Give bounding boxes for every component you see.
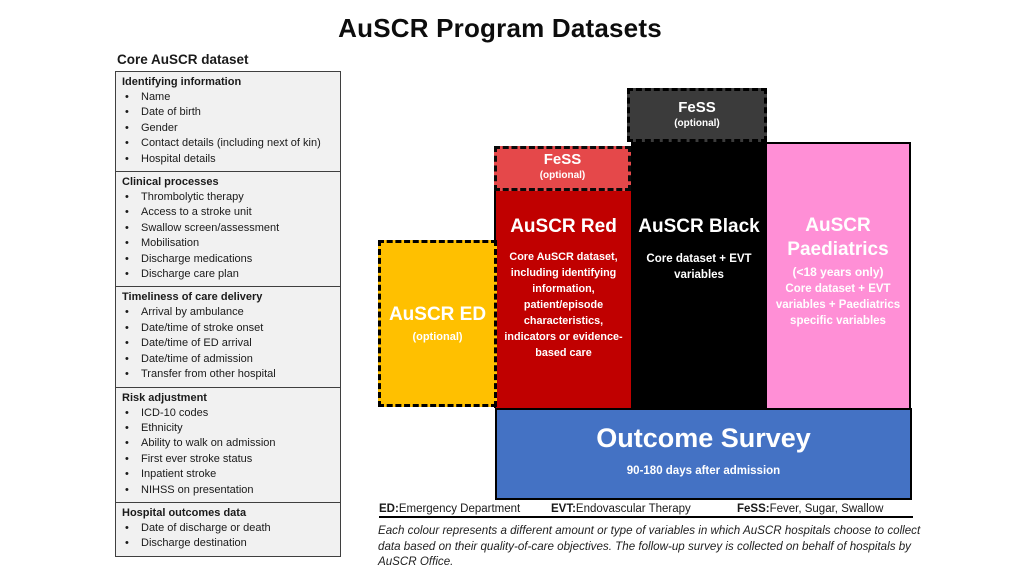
legend-definition: Endovascular Therapy: [575, 503, 691, 515]
core-section: [116, 72, 340, 171]
list-item: • Arrival by ambulance: [122, 305, 336, 320]
core-section-list: [122, 406, 336, 498]
block-auscr-black: [631, 141, 767, 408]
list-item: • Swallow screen/assessment: [122, 221, 336, 236]
list-item: • Ethnicity: [122, 421, 336, 436]
block-subtitle: (optional): [539, 170, 586, 181]
list-item: • Gender: [122, 121, 336, 136]
core-section: [116, 171, 340, 286]
core-section-list: [122, 305, 336, 382]
block-title: AuSCR Black: [638, 216, 760, 237]
list-item: • Thrombolytic therapy: [122, 190, 336, 205]
block-auscr-ed: [378, 240, 497, 407]
core-section: [116, 502, 340, 556]
legend-item: [379, 503, 521, 515]
legend-item: [737, 503, 884, 515]
list-item: • Name: [122, 90, 336, 105]
legend-item: [551, 503, 691, 515]
list-item: • Date/time of stroke onset: [122, 321, 336, 336]
block-outcome-survey: [495, 408, 912, 500]
core-dataset-heading: Core AuSCR dataset: [117, 52, 249, 67]
block-fess-red: [494, 146, 631, 191]
block-auscr-paediatrics: [767, 142, 911, 408]
list-item: • ICD-10 codes: [122, 406, 336, 421]
block-auscr-red: [494, 189, 631, 408]
legend-abbr: EVT:: [551, 503, 576, 515]
list-item: • Discharge medications: [122, 252, 336, 267]
legend-definition: Emergency Department: [398, 503, 521, 515]
page-title: AuSCR Program Datasets: [338, 13, 662, 43]
core-section-header: Identifying information: [122, 76, 242, 88]
block-subtitle: (<18 years only): [792, 265, 884, 279]
list-item: • Transfer from other hospital: [122, 367, 336, 382]
block-title: Outcome Survey: [596, 423, 811, 453]
list-item: • Discharge care plan: [122, 267, 336, 282]
legend-definition: Fever, Sugar, Swallow: [769, 503, 884, 515]
block-title: AuSCR Red: [510, 216, 617, 237]
list-item: • NIHSS on presentation: [122, 483, 336, 498]
core-section-header: Risk adjustment: [122, 391, 207, 404]
list-item: • Inpatient stroke: [122, 467, 336, 482]
block-subtitle: (optional): [674, 118, 720, 129]
core-section-header: Hospital outcomes data: [122, 506, 247, 519]
abbreviation-legend: [379, 503, 913, 518]
list-item: • Date of birth: [122, 105, 336, 120]
block-body: Core AuSCR dataset, including identifying information, patient/episode characteristics, indicators or evidence-based care: [504, 251, 623, 359]
core-section-header: Timeliness of care delivery: [122, 291, 263, 304]
list-item: • Date/time of admission: [122, 352, 336, 367]
block-title: AuSCR Paediatrics: [787, 215, 889, 260]
block-title: FeSS: [678, 99, 716, 116]
block-subtitle: (optional): [412, 331, 463, 343]
list-item: • Ability to walk on admission: [122, 436, 336, 451]
core-section-list: [122, 90, 336, 167]
core-section-list: [122, 521, 336, 552]
block-title: AuSCR ED: [388, 304, 487, 325]
list-item: • Contact details (including next of kin): [122, 136, 336, 151]
core-dataset-table: [115, 71, 341, 557]
block-body: Core dataset + EVT variables + Paediatrics specific variables: [775, 283, 901, 327]
block-subtitle: 90-180 days after admission: [626, 465, 781, 477]
legend-abbr: FeSS:: [737, 503, 770, 515]
block-fess-black: [627, 88, 767, 142]
list-item: • Date of discharge or death: [122, 521, 336, 536]
block-body: Core dataset + EVT variables: [646, 253, 752, 281]
core-section: [116, 387, 340, 502]
core-section-header: Clinical processes: [122, 176, 219, 189]
list-item: • Hospital details: [122, 152, 336, 167]
legend-abbr: ED:: [379, 503, 399, 515]
footnote-text: Each colour represents a different amount or type of variables in which AuSCR hospitals choose to collect data based on their quality-of-care objectives. The follow-up survey is collected on behalf of hospitals by AuSCR Office.: [378, 524, 921, 569]
block-title: FeSS: [543, 151, 582, 168]
list-item: • Mobilisation: [122, 236, 336, 251]
list-item: • Access to a stroke unit: [122, 205, 336, 220]
list-item: • Date/time of ED arrival: [122, 336, 336, 351]
core-section-list: [122, 190, 336, 282]
core-section: [116, 286, 340, 386]
list-item: • Discharge destination: [122, 536, 336, 551]
list-item: • First ever stroke status: [122, 452, 336, 467]
